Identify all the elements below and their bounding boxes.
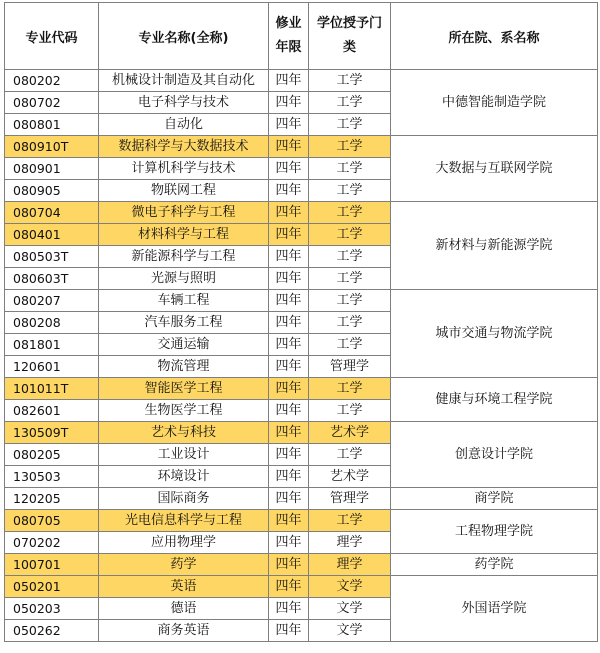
cell-degree: 工学: [309, 70, 391, 92]
cell-name: 工业设计: [99, 444, 269, 466]
cell-degree: 文学: [309, 620, 391, 642]
cell-degree: 工学: [309, 290, 391, 312]
cell-name: 应用物理学: [99, 532, 269, 554]
cell-code: 101011T: [5, 378, 99, 400]
cell-code: 080603T: [5, 268, 99, 290]
cell-name: 艺术与科技: [99, 422, 269, 444]
cell-name: 光电信息科学与工程: [99, 510, 269, 532]
cell-years: 四年: [269, 114, 309, 136]
header-row: [5, 3, 598, 70]
cell-years: 四年: [269, 576, 309, 598]
cell-years: 四年: [269, 70, 309, 92]
cell-years: 四年: [269, 378, 309, 400]
cell-name: 自动化: [99, 114, 269, 136]
table-row: [5, 290, 598, 312]
cell-code: 080704: [5, 202, 99, 224]
cell-years: 四年: [269, 598, 309, 620]
cell-name: 国际商务: [99, 488, 269, 510]
cell-college: 健康与环境工程学院: [391, 378, 598, 422]
cell-years: 四年: [269, 334, 309, 356]
cell-code: 120601: [5, 356, 99, 378]
header-degree-line2: 类: [342, 40, 356, 55]
cell-degree: 管理学: [309, 488, 391, 510]
table-row: [5, 554, 598, 576]
cell-name: 计算机科学与技术: [99, 158, 269, 180]
cell-degree: 艺术学: [309, 466, 391, 488]
cell-name: 英语: [99, 576, 269, 598]
cell-name: 材料科学与工程: [99, 224, 269, 246]
cell-degree: 工学: [309, 334, 391, 356]
cell-years: 四年: [269, 488, 309, 510]
cell-years: 四年: [269, 620, 309, 642]
header-degree-line1: 学位授予门: [316, 16, 382, 31]
cell-degree: 文学: [309, 576, 391, 598]
table-row: [5, 378, 598, 400]
cell-degree: 工学: [309, 180, 391, 202]
cell-degree: 工学: [309, 114, 391, 136]
cell-years: 四年: [269, 510, 309, 532]
cell-degree: 工学: [309, 444, 391, 466]
cell-code: 130503: [5, 466, 99, 488]
cell-years: 四年: [269, 202, 309, 224]
cell-name: 微电子科学与工程: [99, 202, 269, 224]
cell-name: 商务英语: [99, 620, 269, 642]
cell-code: 080205: [5, 444, 99, 466]
cell-college: 商学院: [391, 488, 598, 510]
cell-code: 050201: [5, 576, 99, 598]
header-degree: [309, 3, 391, 70]
cell-years: 四年: [269, 92, 309, 114]
cell-code: 082601: [5, 400, 99, 422]
cell-code: 080705: [5, 510, 99, 532]
cell-code: 070202: [5, 532, 99, 554]
cell-degree: 工学: [309, 92, 391, 114]
cell-name: 车辆工程: [99, 290, 269, 312]
cell-name: 新能源科学与工程: [99, 246, 269, 268]
cell-college: 药学院: [391, 554, 598, 576]
header-name: 专业名称(全称): [99, 3, 269, 70]
majors-table-sheet: [0, 2, 600, 653]
cell-years: 四年: [269, 422, 309, 444]
cell-years: 四年: [269, 224, 309, 246]
cell-code: 100701: [5, 554, 99, 576]
cell-years: 四年: [269, 554, 309, 576]
cell-name: 物联网工程: [99, 180, 269, 202]
table-row: [5, 70, 598, 92]
table-row: [5, 202, 598, 224]
table-row: [5, 422, 598, 444]
cell-name: 机械设计制造及其自动化: [99, 70, 269, 92]
cell-degree: 工学: [309, 158, 391, 180]
cell-degree: 文学: [309, 598, 391, 620]
cell-degree: 工学: [309, 224, 391, 246]
cell-code: 080901: [5, 158, 99, 180]
header-years: [269, 3, 309, 70]
cell-college: 城市交通与物流学院: [391, 290, 598, 378]
cell-college: 新材料与新能源学院: [391, 202, 598, 290]
cell-years: 四年: [269, 312, 309, 334]
cell-name: 光源与照明: [99, 268, 269, 290]
cell-years: 四年: [269, 444, 309, 466]
cell-college: 大数据与互联网学院: [391, 136, 598, 202]
cell-name: 智能医学工程: [99, 378, 269, 400]
cell-name: 环境设计: [99, 466, 269, 488]
cell-code: 080401: [5, 224, 99, 246]
cell-years: 四年: [269, 180, 309, 202]
cell-degree: 工学: [309, 378, 391, 400]
cell-degree: 艺术学: [309, 422, 391, 444]
cell-name: 电子科学与技术: [99, 92, 269, 114]
cell-college: 中德智能制造学院: [391, 70, 598, 136]
cell-code: 080503T: [5, 246, 99, 268]
cell-years: 四年: [269, 246, 309, 268]
cell-code: 080702: [5, 92, 99, 114]
cell-code: 080207: [5, 290, 99, 312]
cell-years: 四年: [269, 400, 309, 422]
cell-years: 四年: [269, 268, 309, 290]
cell-years: 四年: [269, 532, 309, 554]
cell-college: 工程物理学院: [391, 510, 598, 554]
cell-years: 四年: [269, 158, 309, 180]
cell-code: 050203: [5, 598, 99, 620]
cell-name: 德语: [99, 598, 269, 620]
cell-degree: 理学: [309, 554, 391, 576]
cell-degree: 工学: [309, 202, 391, 224]
cell-code: 081801: [5, 334, 99, 356]
cell-college: 创意设计学院: [391, 422, 598, 488]
cell-years: 四年: [269, 290, 309, 312]
cell-code: 120205: [5, 488, 99, 510]
cell-name: 交通运输: [99, 334, 269, 356]
header-years-line2: 年限: [275, 40, 302, 55]
cell-name: 物流管理: [99, 356, 269, 378]
cell-code: 050262: [5, 620, 99, 642]
cell-degree: 工学: [309, 268, 391, 290]
cell-code: 080202: [5, 70, 99, 92]
cell-degree: 管理学: [309, 356, 391, 378]
cell-code: 080905: [5, 180, 99, 202]
header-code: 专业代码: [5, 3, 99, 70]
header-college: 所在院、系名称: [391, 3, 598, 70]
table-row: [5, 576, 598, 598]
majors-table: [4, 2, 598, 642]
cell-code: 080910T: [5, 136, 99, 158]
cell-name: 生物医学工程: [99, 400, 269, 422]
cell-code: 080801: [5, 114, 99, 136]
cell-degree: 工学: [309, 312, 391, 334]
cell-degree: 工学: [309, 510, 391, 532]
header-years-line1: 修业: [275, 16, 302, 31]
cell-code: 080208: [5, 312, 99, 334]
cell-degree: 工学: [309, 400, 391, 422]
table-body: [5, 70, 598, 642]
cell-name: 汽车服务工程: [99, 312, 269, 334]
table-row: [5, 136, 598, 158]
cell-code: 130509T: [5, 422, 99, 444]
table-row: [5, 510, 598, 532]
cell-degree: 工学: [309, 246, 391, 268]
cell-name: 药学: [99, 554, 269, 576]
cell-years: 四年: [269, 356, 309, 378]
cell-degree: 理学: [309, 532, 391, 554]
cell-years: 四年: [269, 466, 309, 488]
cell-name: 数据科学与大数据技术: [99, 136, 269, 158]
table-row: [5, 488, 598, 510]
cell-years: 四年: [269, 136, 309, 158]
cell-college: 外国语学院: [391, 576, 598, 642]
cell-degree: 工学: [309, 136, 391, 158]
